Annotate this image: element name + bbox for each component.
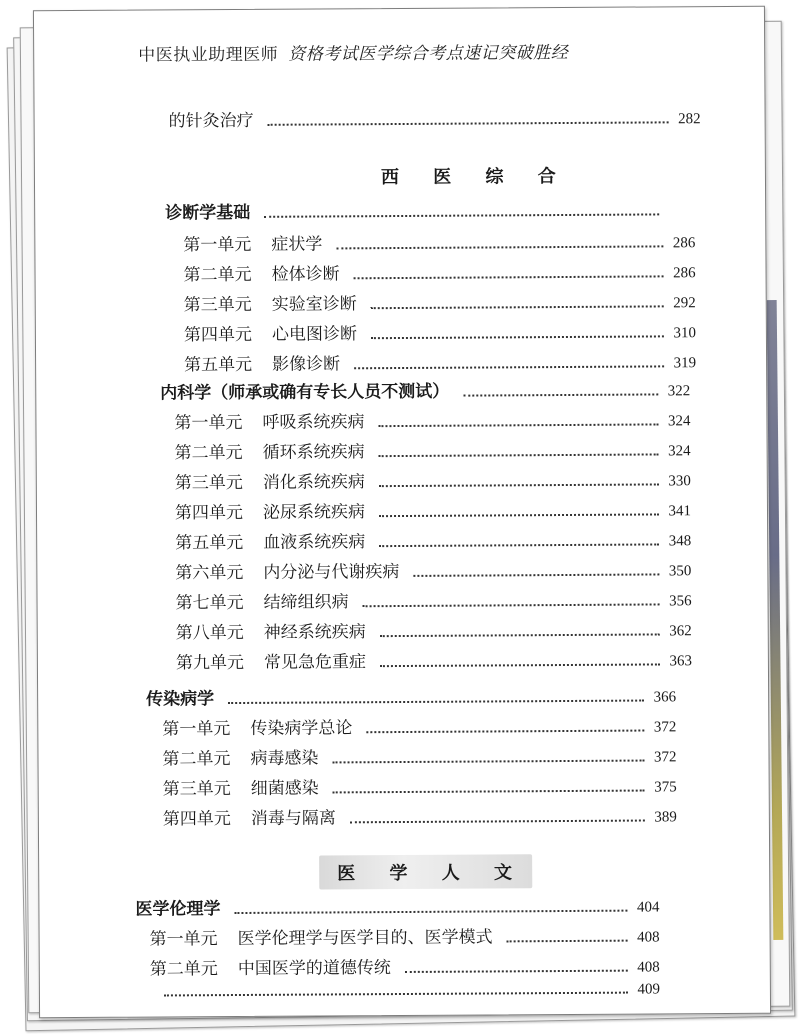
toc-unit-row[interactable] (175, 465, 691, 493)
toc-page (33, 6, 771, 1018)
dot-leader (333, 789, 645, 794)
entry-title: 病毒感染 (250, 748, 319, 769)
entry-title: 实验室诊断 (271, 294, 357, 315)
toc-unit-row[interactable] (163, 801, 677, 829)
page-number: 408 (637, 929, 660, 946)
unit-label: 第二单元 (183, 264, 252, 286)
entry-title: 循环系统疾病 (262, 442, 365, 463)
unit-label: 第四单元 (183, 324, 252, 346)
entry-title: 神经系统疾病 (263, 622, 366, 643)
unit-label: 第三单元 (183, 294, 252, 316)
entry-title: 心电图诊断 (271, 324, 357, 345)
entry-title: 中国医学的道德传统 (237, 958, 391, 980)
dot-leader (378, 422, 658, 427)
dot-leader (354, 274, 664, 279)
entry-title: 医学伦理学与医学目的、医学模式 (237, 927, 493, 950)
dot-leader (333, 759, 645, 764)
page-number: 350 (668, 563, 692, 580)
entry-title: 结缔组织病 (263, 592, 349, 613)
toc-category-row[interactable] (135, 891, 659, 919)
dot-leader (413, 572, 659, 576)
dot-leader (363, 602, 660, 607)
category-title: 诊断学基础 (165, 202, 251, 224)
page-number: 322 (667, 383, 691, 400)
toc-category-row[interactable] (146, 681, 676, 709)
entry-title: 呼吸系统疾病 (262, 412, 365, 433)
toc-unit-row[interactable] (183, 227, 695, 255)
entry-title: 常见急危重症 (263, 652, 366, 673)
dot-leader (350, 819, 645, 824)
toc-unit-row[interactable] (175, 585, 691, 613)
dot-leader (379, 452, 659, 457)
category-title: 内科学（师承或确有专长人员不测试） (160, 381, 450, 404)
dot-leader (379, 482, 659, 487)
dot-leader (228, 699, 644, 705)
section-heading: 西 医 综 合 (380, 165, 570, 189)
unit-label: 第三单元 (162, 779, 231, 800)
toc-unit-row[interactable] (184, 317, 696, 345)
page-number: 319 (673, 355, 697, 372)
dot-leader (371, 304, 664, 309)
toc-unit-row[interactable] (175, 495, 691, 523)
dot-leader (380, 662, 660, 667)
unit-label: 第一单元 (174, 412, 243, 434)
dot-leader (380, 632, 660, 637)
entry-title: 检体诊断 (271, 264, 340, 285)
toc-unit-row[interactable] (162, 741, 676, 769)
toc-unit-row[interactable] (176, 615, 692, 643)
dot-leader (463, 392, 658, 396)
unit-label: 第五单元 (184, 354, 253, 376)
page-number: 292 (673, 295, 696, 312)
page-number: 356 (669, 593, 692, 610)
unit-label: 第三单元 (174, 472, 243, 494)
dot-leader (405, 969, 628, 973)
header-title: 中医执业助理医师 (138, 44, 279, 66)
entry-title: 内分泌与代谢疾病 (263, 562, 400, 583)
toc-unit-row[interactable] (174, 405, 690, 433)
entry-title: 血液系统疾病 (263, 532, 366, 553)
toc-unit-row[interactable] (150, 951, 660, 979)
toc-unit-row[interactable] (163, 771, 677, 799)
section-heading: 医 学 人 文 (319, 854, 532, 889)
toc-unit-row[interactable] (175, 555, 691, 583)
category-title: 传染病学 (146, 689, 215, 710)
dot-leader (507, 939, 628, 943)
toc-entry-row[interactable] (169, 103, 701, 131)
entry-title: 消化系统疾病 (262, 472, 365, 493)
dot-leader (264, 212, 659, 217)
dot-leader (164, 991, 628, 997)
unit-label: 第二单元 (162, 749, 231, 770)
toc-unit-row[interactable] (183, 257, 695, 285)
unit-label: 第六单元 (175, 562, 244, 584)
page-number: 389 (654, 809, 677, 826)
dot-leader (379, 542, 659, 547)
page-number: 363 (669, 653, 692, 670)
entry-title: 细菌感染 (250, 778, 319, 799)
page-number: 324 (667, 413, 691, 430)
page-number: 330 (668, 473, 691, 490)
entry-title: 泌尿系统疾病 (262, 502, 366, 523)
page-number: 324 (668, 443, 691, 460)
unit-label: 第九单元 (175, 652, 244, 674)
dot-leader (366, 729, 644, 734)
page-number: 310 (673, 325, 696, 342)
entry-title: 传染病学总论 (250, 718, 353, 739)
unit-label: 第七单元 (175, 592, 244, 614)
toc-unit-row[interactable] (184, 347, 696, 375)
unit-label: 第八单元 (175, 622, 244, 644)
dot-leader (379, 512, 659, 517)
dot-leader (268, 120, 669, 125)
page-number: 366 (653, 689, 677, 706)
toc-unit-row[interactable] (150, 921, 660, 949)
toc-category-row[interactable] (160, 375, 690, 403)
page-number: 286 (672, 265, 696, 282)
page-number: 408 (637, 959, 660, 976)
toc-unit-row[interactable] (175, 435, 691, 463)
toc-category-row[interactable] (165, 195, 669, 223)
page-number: 409 (637, 981, 660, 998)
page-number: 375 (654, 779, 677, 796)
unit-label: 第一单元 (162, 719, 231, 740)
category-title: 医学伦理学 (135, 899, 221, 920)
unit-label: 第一单元 (149, 929, 218, 950)
toc-unit-row[interactable] (176, 645, 692, 673)
page-number: 372 (653, 719, 677, 736)
page-header (138, 38, 568, 66)
entry-title: 影像诊断 (272, 354, 341, 375)
page-number: 348 (668, 533, 692, 550)
toc-unit-row[interactable] (184, 287, 696, 315)
header-subtitle: 资格考试医学综合考点速记突破胜经 (288, 42, 569, 65)
page-number: 362 (669, 623, 692, 640)
dot-leader (234, 909, 627, 914)
toc-unit-row[interactable] (162, 711, 676, 739)
unit-label: 第四单元 (162, 809, 231, 830)
unit-label: 第二单元 (174, 442, 243, 464)
toc-unit-row[interactable] (150, 981, 660, 1001)
page-number: 372 (653, 749, 677, 766)
entry-title: 消毒与隔离 (250, 808, 336, 829)
unit-label: 第一单元 (183, 234, 252, 256)
unit-label: 第五单元 (175, 532, 244, 554)
page-number: 341 (668, 503, 692, 520)
page-number: 404 (636, 899, 660, 916)
toc-unit-row[interactable] (175, 525, 691, 553)
dot-leader (336, 244, 663, 249)
page-number: 282 (678, 111, 701, 128)
dot-leader (371, 334, 664, 339)
dot-leader (354, 364, 664, 369)
unit-label: 第二单元 (149, 959, 218, 980)
unit-label: 第四单元 (174, 502, 244, 524)
page-number: 286 (672, 235, 696, 252)
entry-title: 症状学 (271, 234, 323, 255)
entry-title: 的针灸治疗 (168, 110, 254, 132)
